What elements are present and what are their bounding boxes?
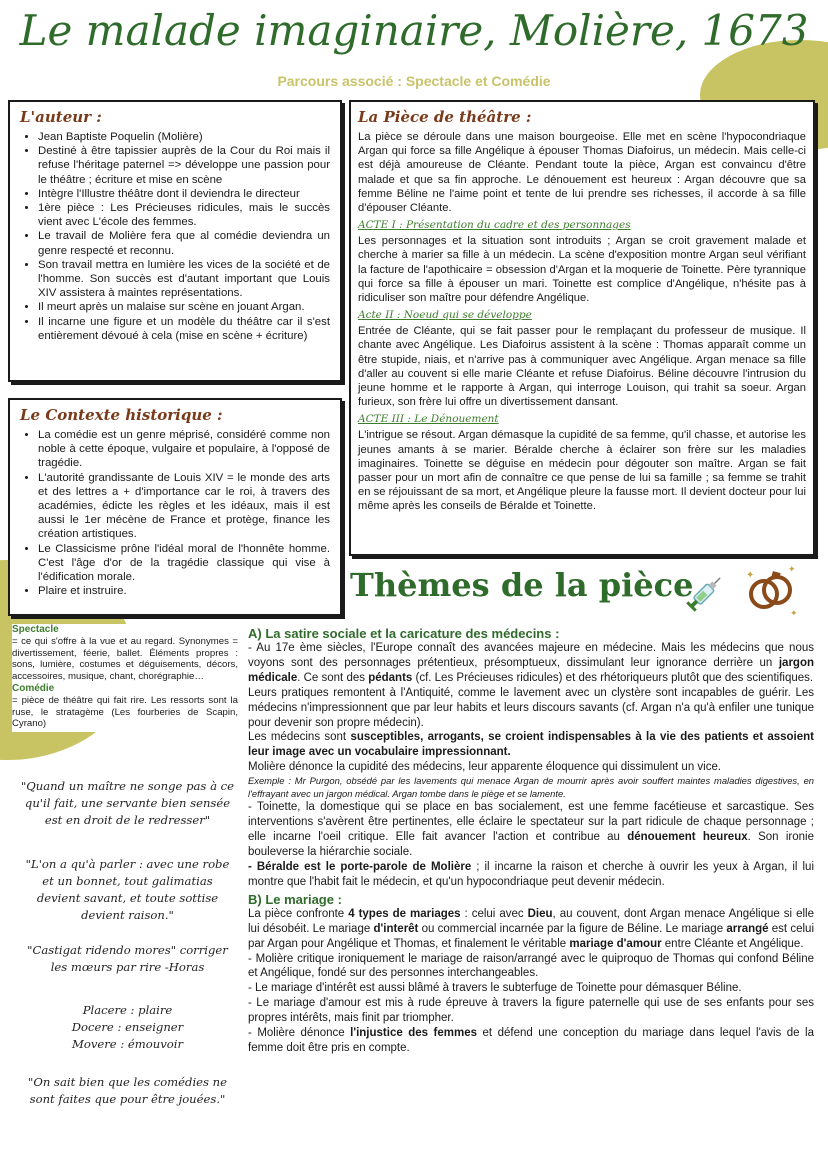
glossary [12,624,238,732]
contexte-heading: Le Contexte historique : [20,406,223,424]
glossary-def-spectacle: = ce qui s'offre à la vue et au regard. Synonymes = divertissement, féerie, ballet. Éléments propres : sons, lumière, costumes et déguisements, décors, accessoires, musique, chant, chorégraphie… [12,635,238,683]
piece-intro: La pièce se déroule dans une maison bourgeoise. Elle met en scène l'hypocondriaque Argan qui force sa fille Angélique à épouser Thomas Diafoirus, un médecin. Mais celle-ci est déjà amoureuse de Cléante. Pendant toute la pièce, Argan est convaincu d'être malade et que sa fin approche. Le dénouement est heureux : Argan découvre que sa femme Béline ne l'aime point et tente de lui prendre ses richesses, il accorde à sa fille d'épouser Cléante. [358,131,806,215]
satire-paragraph: - Toinette, la domestique qui se place en bas socialement, est une femme facétieuse et sarcastique. Ses interventions s'avèrent être pertinentes, elle éclaire le spectateur sur la part ridicule de chaque personnage ; elle incarne l'oeil critique. Elle fait avancer l'action et contribue au dénouement heureux. Son ironie bouleverse la hiérarchie sociale. [248,801,814,859]
satire-paragraph: Molière dénonce la cupidité des médecins, leur apparente éloquence qui dissimulent un vice. [248,761,722,774]
svg-text:✦: ✦ [790,608,798,618]
quote-docere: Docere : enseigner [71,1020,184,1034]
svg-text:✦: ✦ [746,570,755,581]
list-item: • 1ère pièce : Les Précieuses ridicules, mais le succès vient avec L'école des femmes. [38,201,330,229]
list-item: • Jean Baptiste Poquelin (Molière) [38,130,330,144]
page-title: Le malade imaginaire, Molière, 1673 [19,6,809,55]
list-item: • Il incarne une figure et un modèle du théâtre car il s'est entièrement dévoué à cela (mise en scène + écriture) [38,315,330,343]
acte2-title: Acte II : Noeud qui se développe [358,309,532,322]
satire-paragraph: - Au 17e ème siècles, l'Europe connaît des avancées majeure en médecine. Mais les médecins que nous voyons sont des personnages prétentieux, présomptueux, dissimulant leur ignorance derrière un jargon médicale. Ce sont des pédants (cf. Les Précieuses ridicules) et des rhétoriqueurs plutôt que des scientifiques. [248,642,814,684]
auteur-list [20,130,330,343]
list-item: • Il meurt après un malaise sur scène en jouant Argan. [38,300,330,314]
list-item: • Le travail de Molière fera que al comédie deviendra un genre respecté et reconnu. [38,229,330,257]
satire-paragraph: - Béralde est le porte-parole de Molière ; il incarne la raison et cherche à ouvrir les yeux à Argan, il lui montre que l'habit fait le médecin, et qu'un hypocondriaque peut devenir médecin. [248,860,814,888]
list-item: • La comédie est un genre méprisé, considéré comme non noble à cette époque, vulgaire et populaire, à l'opposé de tragédie. [38,428,330,471]
mariage-paragraph: - Molière dénonce l'injustice des femmes et défend une conception du mariage dans lequel l'avis de la femme doit être pris en compte. [248,1027,814,1054]
themes-title: Thèmes de la pièce [350,566,694,604]
quote-servante: "Quand un maître ne songe pas à ce qu'il fait, une servante bien sensée est en droit de le redresser" [20,779,235,827]
mariage-paragraph: - Molière critique ironiquement le mariage de raison/arrangé avec le quiproquo de Thomas qui confond Béline et Angélique, fondé sur des personnes interchangeables. [248,952,814,980]
quote-comedies: "On sait bien que les comédies ne sont faites que pour être jouées." [28,1075,227,1106]
mariage-heading: B) Le mariage : [248,891,342,907]
satire-heading: A) La satire sociale et la caricature des médecins : [248,626,560,641]
auteur-heading: L'auteur : [20,108,102,126]
themes-content [248,626,814,1056]
contexte-list [20,428,330,598]
quote-castigat: "Castigat ridendo mores" corriger les mœurs par rire -Horas [27,943,228,974]
list-item: • Plaire et instruire. [38,584,330,598]
auteur-box [8,100,342,382]
list-item: • Destiné à être tapissier auprès de la Cour du Roi mais il refuse l'héritage paternel => développe une passion pour le théâtre ; écriture et mise en scène [38,144,330,187]
glossary-term-spectacle: Spectacle [12,624,59,635]
list-item: • Son travail mettra en lumière les vices de la société et de l'homme. Son succès est d'autant important que Louis XIV assistera à maintes représentations. [38,258,330,301]
mariage-paragraph: La pièce confronte 4 types de mariages : celui avec Dieu, au couvent, dont Argan menace Angélique si elle lui désobéit. Le mariage d'interêt ou commercial incarnée par la figure de Béline. Le mariage arrangé est celui par Argan pour Angélique et Thomas, et finalement le véritable mariage d'amour entre Cléante et Angélique. [248,907,814,950]
mariage-paragraph: - Le mariage d'intérêt est aussi blâmé à travers le subterfuge de Toinette pour démasquer Béline. [248,982,742,995]
list-item: • Le Classicisme prône l'idéal moral de l'honnête homme. C'est l'âge d'or de la tragédie classique qui vise à l'édification morale. [38,542,330,585]
satire-paragraph: Leurs pratiques remontent à l'Antiquité, comme le lavement avec un clystère sont incapables de guérir. Les médecins n'impressionnent que par leur habits et leurs discours savants (cf. Argan n'a qu'à enfiler une tunique pour devenir son propre médecin). [248,686,814,729]
acte1-text: Les personnages et la situation sont introduits ; Argan se croit gravement malade et cherche à marier sa fille à un médecin. La scène d'exposition montre Argan seul vérifiant la facture de l'apothicaire = obsession d'Argan et la moquerie de Toinette. Père tyrannique qui force sa fille à épouser un mari. Toinette est complice d'Angélique, n'hésite pas à ridiculiser son maître pour défendre Angélique. [358,235,806,305]
contexte-box [8,398,342,616]
quote-movere: Movere : émouvoir [71,1037,184,1051]
acte3-text: L'intrigue se résout. Argan démasque la cupidité de sa femme, qu'il chasse, et autorise les jeunes amants à se marier. Béralde cherche à éclairer son frère sur les maladies imaginaires. Toinette se déguise en médecin pour dégouter son maître. Argan se fait passer pour un mort afin de connaître ce que pense de lui sa famille ; sa femme se trahit en se réjouissant de sa mort, et Angélique pleure la fausse mort. Il devient docteur pour lui même après les conseils de Béralde et Toinette. [358,429,806,513]
list-item: • Intègre l'Illustre théâtre dont il deviendra le directeur [38,187,330,201]
quote-robe-bonnet: "L'on a qu'à parler : avec une robe et un bonnet, tout galimatias devient savant, et toute sottise devient raison." [25,857,230,922]
page-subtitle: Parcours associé : Spectacle et Comédie [277,73,551,89]
wedding-rings-icon [740,560,800,620]
piece-heading: La Pièce de théâtre : [358,108,532,126]
glossary-term-comedie: Comédie [12,682,55,694]
glossary-def-comedie: = pièce de théâtre qui fait rire. Les ressorts sont la ruse, le stratagème (Les fourberies de Scapin, Cyrano) [12,694,238,730]
satire-paragraph: Les médecins sont susceptibles, arrogants, se croient indispensables à la vie des patients et assoient leur image avec un vocabulaire impressionnant. [248,731,814,759]
quote-placere: Placere : plaire [82,1003,173,1017]
satire-example: Exemple : Mr Purgon, obsédé par les lavements qui menace Argan de mourrir après avoir souffert maintes maladies digestives, en l'effrayant avec un jargon médical. Argan tombe dans le piège et se lamente. [248,775,814,799]
svg-text:✦: ✦ [788,564,796,574]
acte3-title: ACTE III : Le Dénouement [358,413,499,426]
mariage-paragraph: - Le mariage d'amour est mis à rude épreuve à travers la figure paternelle qui use de ses enfants pour ses propres intérêts, mais finit par triompher. [248,997,814,1025]
syringe-icon [684,570,728,614]
list-item: • L'autorité grandissante de Louis XIV = le monde des arts et des lettres a + d'importance car le roi, à travers des académies, édicte les règles et les idéaux, mais il est aussi le 1er mécène de France et protège, finance les création artistiques. [38,471,330,542]
acte2-text: Entrée de Cléante, qui se fait passer pour le remplaçant du professeur de musique. Il chante avec Angélique. Les Diafoirus assistent à la scène : Thomas apparaît comme un être stupide, niais, et n'arrive pas à communiquer avec Angélique. Argan menace sa fille d'aller au couvent si elle marie Cléante et refuse Diafoirus. Béline découvre l'intrusion du jeune homme et le rapporte à Argan, qui interroge Louison, qui trahit sa soeur. Argan furieux, son frère lui offre un divertissement dansant. [358,325,806,409]
piece-box [349,100,815,556]
acte1-title: ACTE I : Présentation du cadre et des personnages [358,219,631,232]
